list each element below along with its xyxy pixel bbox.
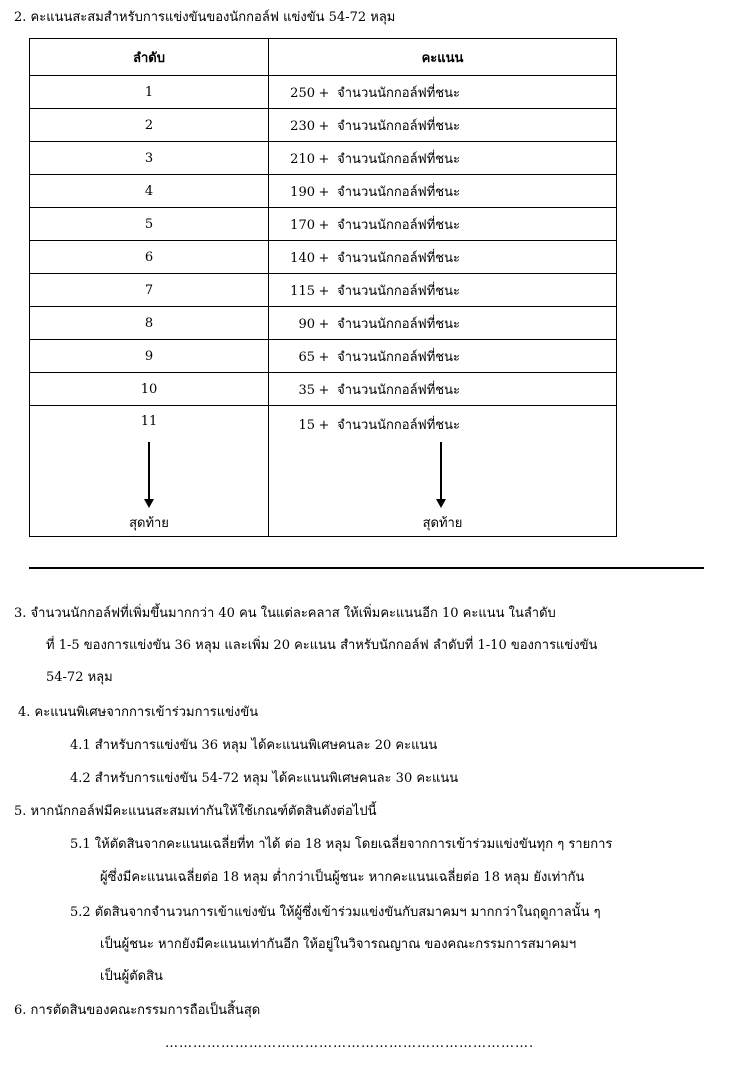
rank-cell	[30, 340, 269, 373]
points-suffix: จำนวนนักกอล์ฟที่ชนะ	[337, 217, 460, 233]
points-value: 15	[298, 418, 315, 433]
rank-value: 11	[140, 414, 158, 429]
score-column-header: คะแนน	[269, 39, 617, 76]
table-row	[30, 208, 617, 241]
table-row	[30, 76, 617, 109]
score-cell	[269, 109, 617, 142]
rank-cell	[30, 241, 269, 274]
plus-sign: +	[318, 382, 330, 398]
rank-cell-last	[30, 406, 269, 537]
rank-value: 3	[144, 150, 154, 166]
rank-value: 5	[144, 216, 154, 232]
points-suffix: จำนวนนักกอล์ฟที่ชนะ	[337, 250, 460, 266]
rank-value: 6	[144, 249, 154, 265]
points-suffix: จำนวนนักกอล์ฟที่ชนะ	[337, 283, 460, 299]
score-cell-last	[269, 406, 617, 537]
section-5-2-line-1: 5.2 ตัดสินจากจำนวนการเข้าแข่งขัน ให้ผู้ซึ่งเข้าร่วมแข่งขันกับสมาคมฯ มากกว่าในฤดูกาลนั้น ๆ	[70, 905, 601, 920]
table-header-row	[30, 39, 617, 76]
plus-sign: +	[318, 85, 330, 101]
table-row	[30, 340, 617, 373]
plus-sign: +	[318, 118, 330, 134]
end-dotted-line: …………………………………………………………………….	[165, 1036, 535, 1051]
table-row	[30, 274, 617, 307]
down-arrow-icon	[148, 442, 150, 500]
score-last-label: สุดท้าย	[422, 516, 463, 531]
rank-last-label: สุดท้าย	[129, 516, 169, 531]
rank-value: 10	[140, 381, 158, 397]
points-suffix: จำนวนนักกอล์ฟที่ชนะ	[337, 316, 460, 332]
section-5-2-line-2: เป็นผู้ชนะ หากยังมีคะแนนเท่ากันอีก ให้อยู่ในวิจารณญาณ ของคณะกรรมการสมาคมฯ	[100, 937, 577, 952]
points-suffix: จำนวนนักกอล์ฟที่ชนะ	[337, 184, 460, 200]
table-row	[30, 142, 617, 175]
rank-value: 8	[144, 315, 154, 331]
plus-sign: +	[318, 217, 330, 233]
table-row	[30, 307, 617, 340]
score-cell	[269, 241, 617, 274]
rank-value: 9	[144, 348, 154, 364]
points-value: 190	[290, 184, 315, 200]
points-value: 140	[290, 250, 315, 266]
rank-cell	[30, 208, 269, 241]
rank-value: 1	[144, 84, 154, 100]
rank-cell	[30, 76, 269, 109]
points-value: 90	[298, 316, 315, 332]
section-3-line-3: 54-72 หลุม	[46, 670, 113, 685]
section-4-1: 4.1 สำหรับการแข่งขัน 36 หลุม ได้คะแนนพิเศษคนละ 20 คะแนน	[70, 738, 438, 753]
rank-cell	[30, 109, 269, 142]
score-cell	[269, 208, 617, 241]
rank-cell	[30, 307, 269, 340]
section-4-2: 4.2 สำหรับการแข่งขัน 54-72 หลุม ได้คะแนนพิเศษคนละ 30 คะแนน	[70, 771, 459, 786]
section-3-line-1: 3. จำนวนนักกอล์ฟที่เพิ่มขึ้นมากกว่า 40 คน ในแต่ละคลาส ให้เพิ่มคะแนนอีก 10 คะแนน ในลำดับ	[14, 606, 556, 621]
section-5-2-line-3: เป็นผู้ตัดสิน	[100, 969, 163, 984]
points-suffix: จำนวนนักกอล์ฟที่ชนะ	[337, 349, 460, 365]
points-value: 250	[290, 85, 315, 101]
points-value: 170	[290, 217, 315, 233]
score-cell	[269, 274, 617, 307]
plus-sign: +	[318, 283, 330, 299]
points-value: 230	[290, 118, 315, 134]
divider-line	[29, 567, 704, 569]
plus-sign: +	[318, 316, 330, 332]
section-5-1-line-2: ผู้ซึ่งมีคะแนนเฉลี่ยต่อ 18 หลุม ต่ำกว่าเป็นผู้ชนะ หากคะแนนเฉลี่ยต่อ 18 หลุม ยังเท่ากัน	[100, 870, 585, 885]
table-row-last	[30, 406, 617, 537]
rank-cell	[30, 274, 269, 307]
points-suffix: จำนวนนักกอล์ฟที่ชนะ	[337, 382, 460, 398]
plus-sign: +	[318, 250, 330, 266]
points-table	[29, 38, 617, 537]
section-5-1-line-1: 5.1 ให้ตัดสินจากคะแนนเฉลี่ยที่ท าได้ ต่อ 18 หลุม โดยเฉลี่ยจากการเข้าร่วมแข่งขันทุก ๆ รายการ	[70, 837, 613, 852]
plus-sign: +	[318, 184, 330, 200]
points-value: 65	[298, 349, 315, 365]
section-6: 6. การตัดสินของคณะกรรมการถือเป็นสิ้นสุด	[14, 1003, 261, 1018]
points-suffix: จำนวนนักกอล์ฟที่ชนะ	[337, 418, 460, 433]
table-row	[30, 373, 617, 406]
points-value: 115	[290, 283, 315, 299]
rank-cell	[30, 373, 269, 406]
section-4-heading: 4. คะแนนพิเศษจากการเข้าร่วมการแข่งขัน	[18, 705, 259, 720]
section-3-line-2: ที่ 1-5 ของการแข่งขัน 36 หลุม และเพิ่ม 20 คะแนน สำหรับนักกอล์ฟ ลำดับที่ 1-10 ของการแข่งขัน	[46, 638, 598, 653]
points-suffix: จำนวนนักกอล์ฟที่ชนะ	[337, 85, 460, 101]
table-row	[30, 109, 617, 142]
plus-sign: +	[318, 151, 330, 167]
score-cell	[269, 373, 617, 406]
points-suffix: จำนวนนักกอล์ฟที่ชนะ	[337, 118, 460, 134]
table-row	[30, 241, 617, 274]
rank-value: 7	[144, 282, 154, 298]
rank-cell	[30, 175, 269, 208]
rank-value: 4	[144, 183, 154, 199]
points-value: 35	[298, 382, 315, 398]
points-suffix: จำนวนนักกอล์ฟที่ชนะ	[337, 151, 460, 167]
rank-column-header: ลำดับ	[30, 39, 269, 76]
section-5-heading: 5. หากนักกอล์ฟมีคะแนนสะสมเท่ากันให้ใช้เกณฑ์ตัดสินดังต่อไปนี้	[14, 804, 377, 819]
score-cell	[269, 340, 617, 373]
score-cell	[269, 307, 617, 340]
plus-sign: +	[318, 418, 330, 433]
score-cell	[269, 175, 617, 208]
rank-cell	[30, 142, 269, 175]
score-cell	[269, 76, 617, 109]
section-2-heading: 2. คะแนนสะสมสำหรับการแข่งขันของนักกอล์ฟ แข่งขัน 54-72 หลุม	[14, 10, 396, 25]
points-value: 210	[290, 151, 315, 167]
down-arrow-icon	[440, 442, 442, 500]
table-row	[30, 175, 617, 208]
score-cell	[269, 142, 617, 175]
plus-sign: +	[318, 349, 330, 365]
rank-value: 2	[144, 117, 154, 133]
